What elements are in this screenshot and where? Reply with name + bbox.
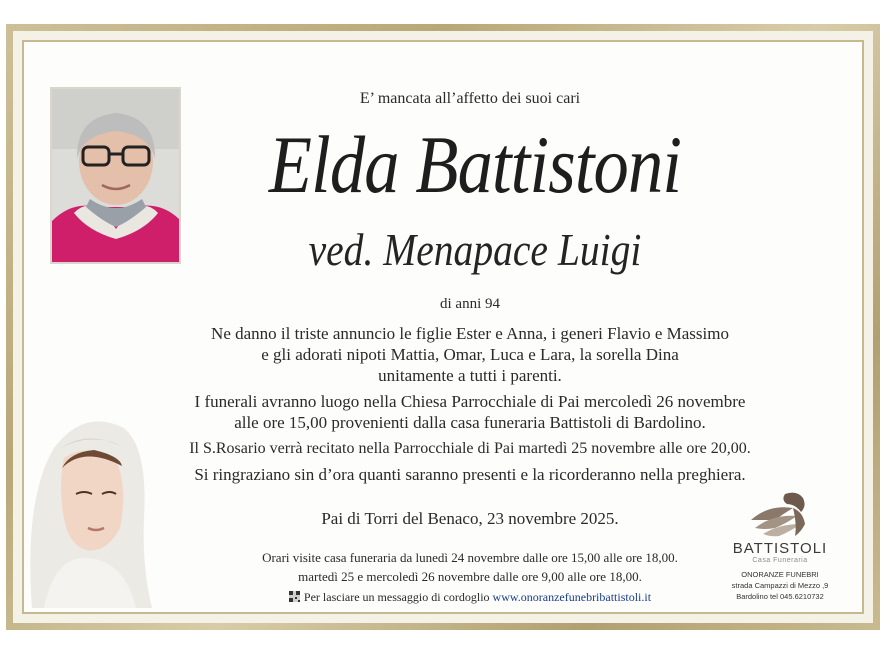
thanks-line: Si ringraziano sin d’ora quanti saranno presenti e la ricorderanno nella preghiera. (194, 465, 746, 484)
condolence-message-line (170, 590, 770, 605)
funeral-line: I funerali avranno luogo nella Chiesa Parrocchiale di Pai mercoledì 26 novembre (194, 392, 746, 411)
funeral-paragraph (170, 391, 770, 433)
funeral-home-address: strada Campazzi di Mezzo ,9 (731, 581, 829, 590)
qr-code-icon (289, 591, 300, 602)
funeral-home-logo (720, 490, 840, 602)
announcement-line: Ne danno il triste annuncio le figlie Ester e Anna, i generi Flavio e Massimo (211, 324, 729, 343)
condolence-link[interactable]: www.onoranzefunebribattistoli.it (492, 590, 652, 604)
announcement-line: unitamente a tutti i parenti. (378, 366, 562, 385)
widow-of-line: ved. Menapace Luigi (308, 224, 642, 275)
condolence-label: Per lasciare un messaggio di cordoglio (303, 590, 490, 604)
funeral-line: alle ore 15,00 provenienti dalla casa funeraria Battistoli di Bardolino. (234, 413, 706, 432)
portrait-photo (50, 87, 181, 264)
angel-logo-icon (745, 490, 815, 538)
funeral-home-phone: Bardolino tel 045.6210732 (736, 592, 824, 601)
announcement-line: e gli adorati nipoti Mattia, Omar, Luca e Lara, la sorella Dina (261, 345, 679, 364)
funeral-home-service: ONORANZE FUNEBRI (741, 570, 819, 579)
intro-line: E’ mancata all’affetto dei suoi cari (359, 90, 581, 107)
deceased-name: Elda Battistoni (268, 119, 682, 210)
place-date-line: Pai di Torri del Benaco, 23 novembre 2025. (321, 509, 619, 528)
funeral-home-name: BATTISTOLI (732, 540, 828, 557)
funeral-home-contact (720, 569, 840, 602)
age-line: di anni 94 (440, 296, 500, 312)
rosary-line: Il S.Rosario verrà recitato nella Parrocchiale di Pai martedì 25 novembre alle ore 20,00. (189, 440, 751, 457)
madonna-image (24, 408, 152, 608)
visiting-hours (170, 548, 770, 586)
announcement-paragraph (170, 323, 770, 386)
visiting-hours-line: Orari visite casa funeraria da lunedì 24 novembre dalle ore 15,00 alle ore 18,00. (262, 550, 678, 565)
funeral-home-tagline: Casa Funeraria (752, 557, 808, 564)
visiting-hours-line: martedì 25 e mercoledì 26 novembre dalle ore 9,00 alle ore 18,00. (298, 569, 642, 584)
